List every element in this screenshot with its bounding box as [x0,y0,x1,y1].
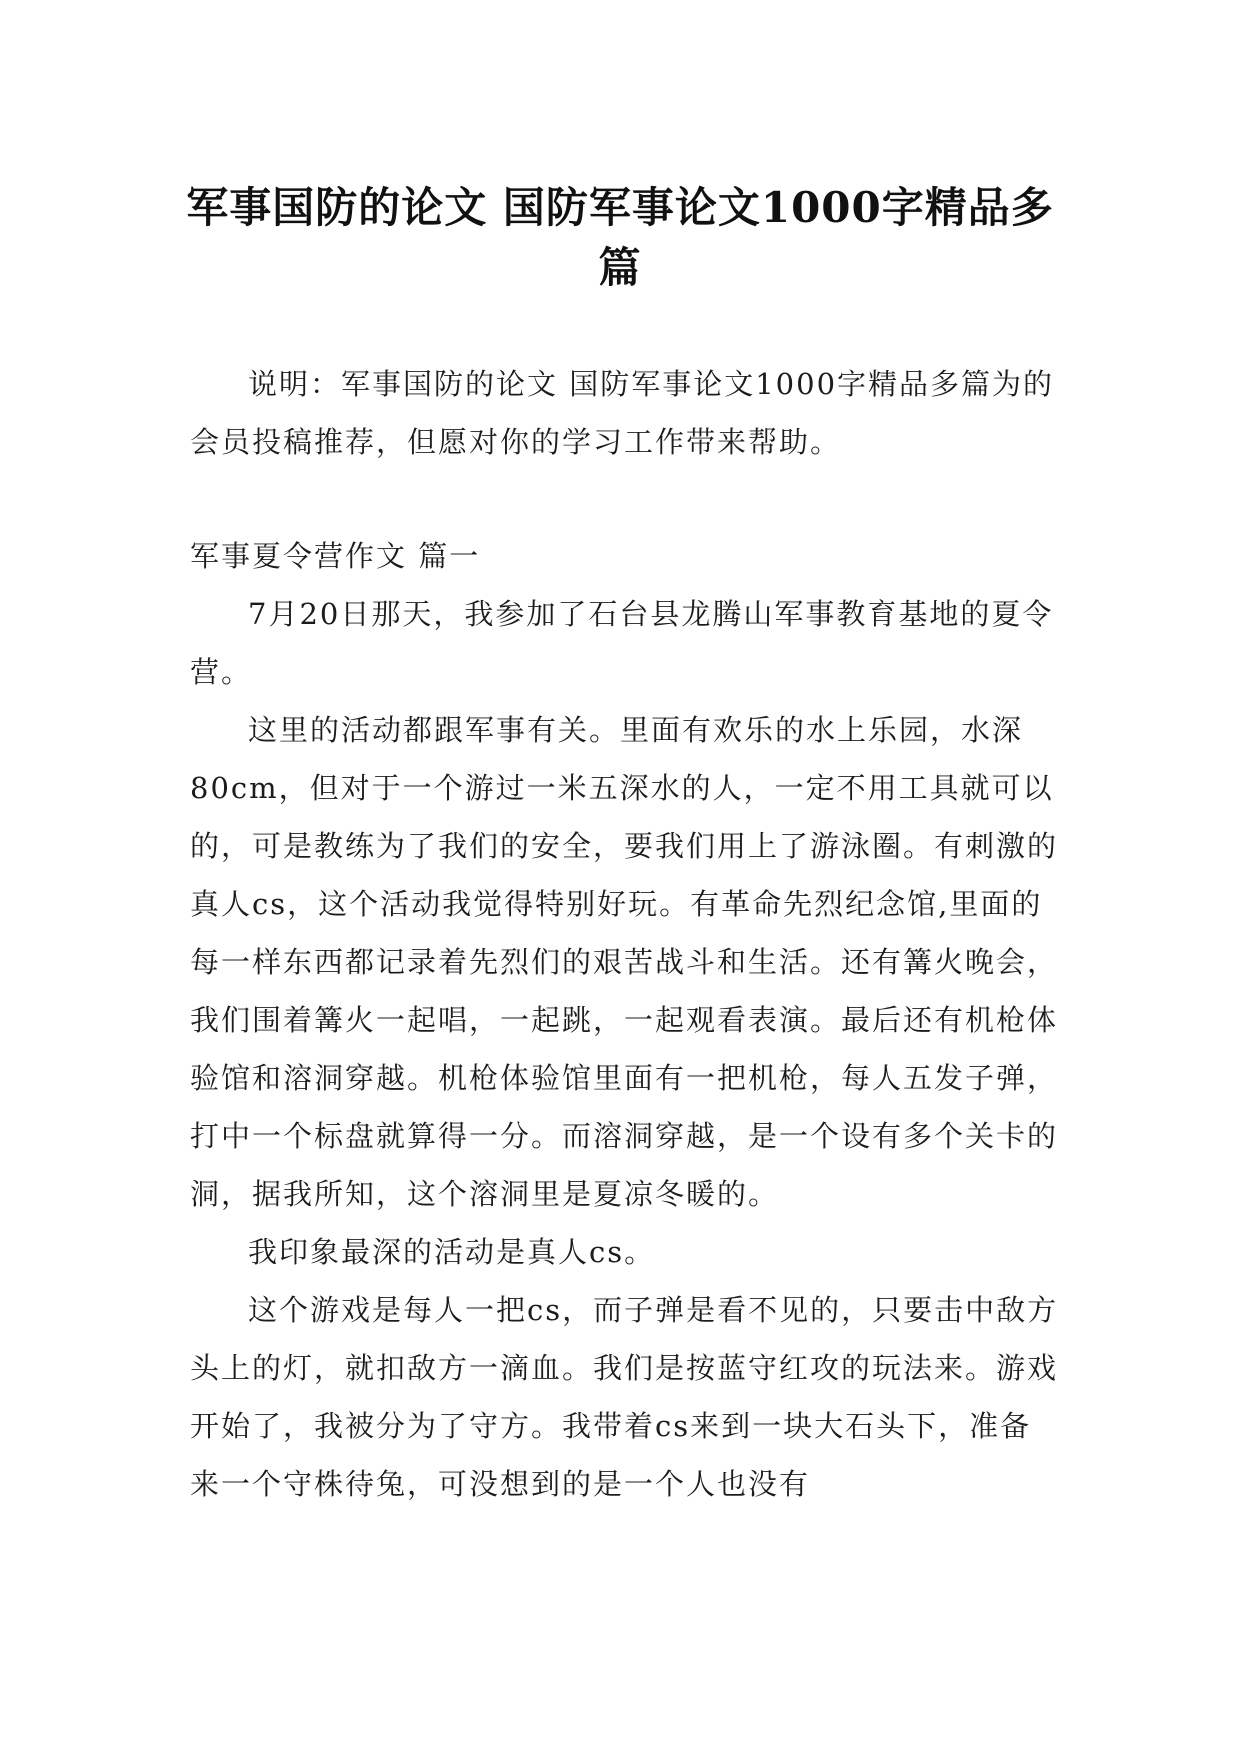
body-paragraph-1: 7月20日那天，我参加了石台县龙腾山军事教育基地的夏令营。 [190,597,1054,689]
section-heading: 军事夏令营作文 篇一 [190,539,481,573]
essay-section [190,527,1060,1513]
body-paragraph-3: 我印象最深的活动是真人cs。 [248,1235,656,1269]
document-title: 军事国防的论文 国防军事论文1000字精品多篇 [186,183,1054,293]
intro-block [190,355,1060,471]
body-paragraph-4: 这个游戏是每人一把cs，而子弹是看不见的，只要击中敌方头上的灯，就扣敌方一滴血。我们是按蓝守红攻的玩法来。游戏开始了，我被分为了守方。我带着cs来到一块大石头下，准备来一个守株待兔，可没想到的是一个人也没有 [190,1293,1059,1501]
intro-paragraph: 说明：军事国防的论文 国防军事论文1000字精品多篇为的会员投稿推荐，但愿对你的学习工作带来帮助。 [190,367,1055,459]
body-paragraph-2: 这里的活动都跟军事有关。里面有欢乐的水上乐园，水深80cm，但对于一个游过一米五深水的人，一定不用工具就可以的，可是教练为了我们的安全，要我们用上了游泳圈。有刺激的真人cs，这个活动我觉得特别好玩。有革命先烈纪念馆,里面的每一样东西都记录着先烈们的艰苦战斗和生活。还有篝火晚会，我们围着篝火一起唱，一起跳，一起观看表演。最后还有机枪体验馆和溶洞穿越。机枪体验馆里面有一把机枪，每人五发子弹，打中一个标盘就算得一分。而溶洞穿越，是一个设有多个关卡的洞，据我所知，这个溶洞里是夏凉冬暖的。 [190,713,1059,1211]
